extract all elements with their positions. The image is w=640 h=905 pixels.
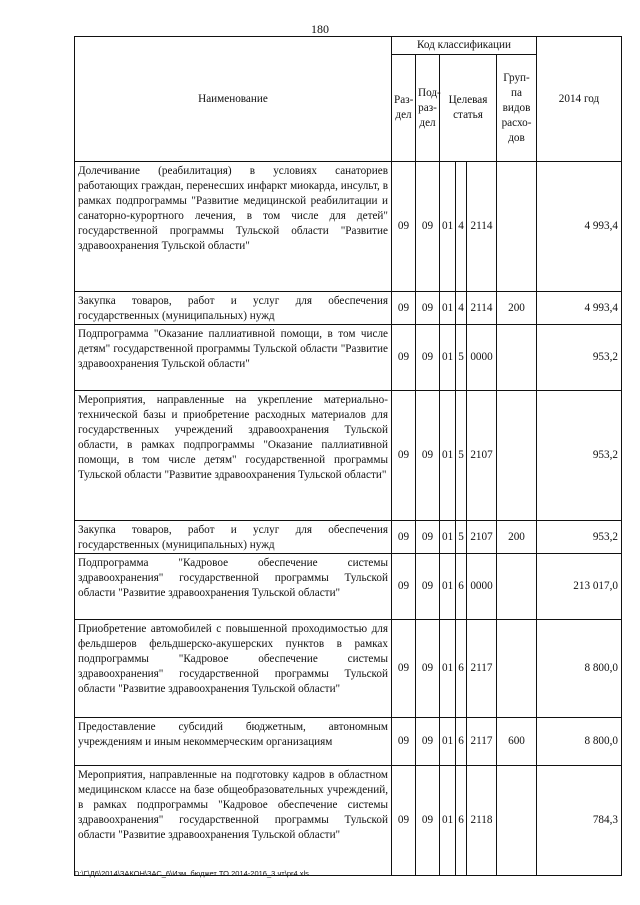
- header-name: Наименование: [75, 37, 392, 162]
- header-target: Целевая статья: [440, 55, 497, 162]
- row-subsection: 09: [416, 162, 440, 292]
- table-row: [75, 292, 622, 325]
- row-section: 09: [392, 162, 416, 292]
- row-target-code: 2118: [467, 766, 497, 876]
- row-expense-group: [497, 325, 537, 391]
- row-expense-group: 200: [497, 521, 537, 554]
- row-amount: 8 800,0: [537, 718, 622, 766]
- row-subsection: 09: [416, 620, 440, 718]
- row-section: 09: [392, 521, 416, 554]
- row-target-program: 01: [440, 162, 456, 292]
- row-target-program: 01: [440, 620, 456, 718]
- row-target-subprogram: 4: [456, 162, 467, 292]
- row-expense-group: [497, 766, 537, 876]
- row-expense-group: [497, 391, 537, 521]
- row-subsection: 09: [416, 325, 440, 391]
- row-expense-group: 600: [497, 718, 537, 766]
- table-row: [75, 766, 622, 876]
- row-name: Мероприятия, направленные на укрепление материально-технической базы и приобретение расходных материалов для государственных учреждений здравоохранения Тульской области, в рамках подпрограммы "Оказание паллиативной помощи, в том числе детям" государственной программы Тульской области "Развитие здравоохранения Тульской области": [75, 391, 392, 521]
- row-target-code: 0000: [467, 325, 497, 391]
- header-classification: Код классификации: [392, 37, 537, 55]
- header-section: Раз- дел: [392, 55, 416, 162]
- table-row: [75, 554, 622, 620]
- row-expense-group: [497, 162, 537, 292]
- row-target-subprogram: 5: [456, 391, 467, 521]
- row-name: Предоставление субсидий бюджетным, автономным учреждениям и иным некоммерческим организациям: [75, 718, 392, 766]
- row-subsection: 09: [416, 521, 440, 554]
- row-section: 09: [392, 554, 416, 620]
- row-target-subprogram: 6: [456, 766, 467, 876]
- row-section: 09: [392, 718, 416, 766]
- row-amount: 784,3: [537, 766, 622, 876]
- table-row: [75, 521, 622, 554]
- row-target-subprogram: 5: [456, 521, 467, 554]
- row-amount: 213 017,0: [537, 554, 622, 620]
- table-row: [75, 162, 622, 292]
- row-subsection: 09: [416, 292, 440, 325]
- row-name: Долечивание (реабилитация) в условиях санаториев работающих граждан, перенесших инфаркт миокарда, инсульт, в рамках подпрограммы "Развитие медицинской реабилитации и санаторно-курортного лечения, в том числе для детей" государственной программы Тульской области "Развитие здравоохранения Тульской области": [75, 162, 392, 292]
- row-target-program: 01: [440, 718, 456, 766]
- row-subsection: 09: [416, 391, 440, 521]
- row-target-subprogram: 6: [456, 620, 467, 718]
- row-name: Закупка товаров, работ и услуг для обеспечения государственных (муниципальных) нужд: [75, 521, 392, 554]
- row-target-code: 2107: [467, 391, 497, 521]
- row-section: 09: [392, 292, 416, 325]
- row-target-program: 01: [440, 554, 456, 620]
- row-target-program: 01: [440, 292, 456, 325]
- row-target-program: 01: [440, 391, 456, 521]
- row-section: 09: [392, 620, 416, 718]
- row-subsection: 09: [416, 718, 440, 766]
- row-target-code: 0000: [467, 554, 497, 620]
- row-amount: 4 993,4: [537, 162, 622, 292]
- header-expense-group: Груп- па видов расхо- дов: [497, 55, 537, 162]
- row-target-code: 2114: [467, 292, 497, 325]
- row-subsection: 09: [416, 554, 440, 620]
- row-target-subprogram: 6: [456, 554, 467, 620]
- header-year: 2014 год: [537, 37, 622, 162]
- file-path-footer: D:\Г\Д6\2014\ЗАКОН\ЗАС_6\Изм. бюджет ТО 2014-2016_3 чт\pr4.xls: [74, 869, 309, 878]
- row-target-subprogram: 6: [456, 718, 467, 766]
- row-target-program: 01: [440, 766, 456, 876]
- row-target-code: 2114: [467, 162, 497, 292]
- table-row: [75, 620, 622, 718]
- budget-table: [74, 36, 622, 876]
- table-row: [75, 391, 622, 521]
- row-amount: 953,2: [537, 325, 622, 391]
- header-subsection: Под- раз- дел: [416, 55, 440, 162]
- row-target-program: 01: [440, 521, 456, 554]
- row-target-subprogram: 4: [456, 292, 467, 325]
- row-expense-group: [497, 554, 537, 620]
- row-name: Закупка товаров, работ и услуг для обеспечения государственных (муниципальных) нужд: [75, 292, 392, 325]
- row-name: Подпрограмма "Кадровое обеспечение системы здравоохранения" государственной программы Тульской области "Развитие здравоохранения Тульской области": [75, 554, 392, 620]
- row-amount: 953,2: [537, 521, 622, 554]
- row-section: 09: [392, 391, 416, 521]
- row-expense-group: [497, 620, 537, 718]
- page-number: 180: [311, 22, 329, 36]
- row-name: Приобретение автомобилей с повышенной проходимостью для фельдшеров фельдшерско-акушерских пунктов в рамках подпрограммы "Кадровое обеспечение системы здравоохранения" государственной программы Тульской области "Развитие здравоохранения Тульской области": [75, 620, 392, 718]
- row-target-subprogram: 5: [456, 325, 467, 391]
- row-amount: 953,2: [537, 391, 622, 521]
- row-subsection: 09: [416, 766, 440, 876]
- row-target-program: 01: [440, 325, 456, 391]
- row-amount: 8 800,0: [537, 620, 622, 718]
- row-section: 09: [392, 766, 416, 876]
- row-target-code: 2107: [467, 521, 497, 554]
- row-name: Подпрограмма "Оказание паллиативной помощи, в том числе детям" государственной программы Тульской области "Развитие здравоохранения Тульской области": [75, 325, 392, 391]
- row-target-code: 2117: [467, 718, 497, 766]
- row-section: 09: [392, 325, 416, 391]
- row-expense-group: 200: [497, 292, 537, 325]
- row-amount: 4 993,4: [537, 292, 622, 325]
- table-row: [75, 718, 622, 766]
- table-row: [75, 325, 622, 391]
- row-name: Мероприятия, направленные на подготовку кадров в областном медицинском классе на базе общеобразовательных учреждений, в рамках подпрограммы "Кадровое обеспечение системы здравоохранения" государственной программы Тульской области "Развитие здравоохранения Тульской области": [75, 766, 392, 876]
- row-target-code: 2117: [467, 620, 497, 718]
